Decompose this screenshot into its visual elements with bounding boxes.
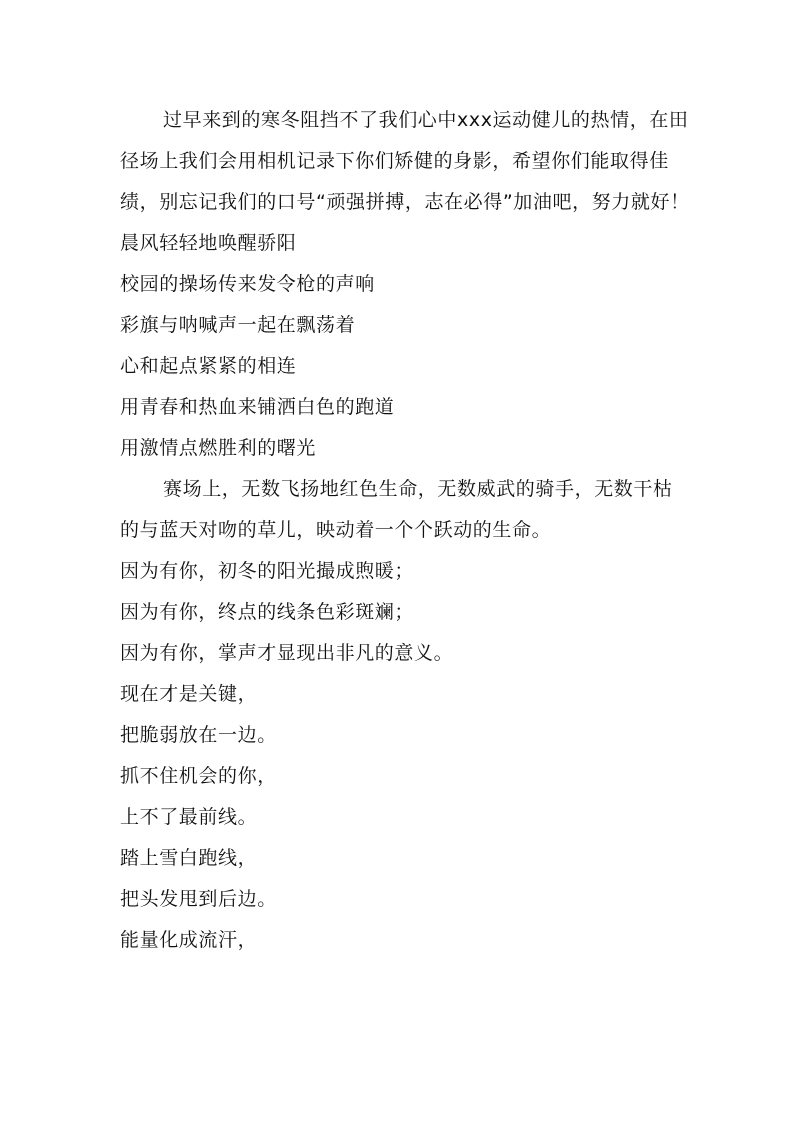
poem-line: 现在才是关键， — [120, 683, 258, 705]
poem-line: 抓不住机会的你， — [120, 765, 277, 787]
poem-line: 因为有你，掌声才显现出非凡的意义。 — [120, 642, 454, 664]
paragraph-intro: 过早来到的寒冬阻挡不了我们心中xxx运动健儿的热情，在田径场上我们会用相机记录下你们矫健的身影，希望你们能取得佳绩，别忘记我们的口号“顽强拼搏，志在必得”加油吧，努力就好！ — [120, 109, 690, 213]
poem-line: 因为有你，初冬的阳光撮成煦暖； — [120, 560, 415, 582]
poem-line: 把脆弱放在一边。 — [120, 724, 277, 746]
poem-line: 用青春和热血来铺洒白色的跑道 — [120, 396, 395, 418]
poem-line: 因为有你，终点的线条色彩斑斓； — [120, 601, 415, 623]
poem-line: 把头发甩到后边。 — [120, 888, 277, 910]
poem-line: 上不了最前线。 — [120, 806, 258, 828]
document-body — [120, 100, 690, 961]
poem-stanza-2 — [120, 551, 690, 961]
poem-line: 踏上雪白跑线， — [120, 847, 258, 869]
poem-line: 校园的操场传来发令枪的声响 — [120, 273, 375, 295]
poem-line: 心和起点紧紧的相连 — [120, 355, 297, 377]
poem-line: 晨风轻轻地唤醒骄阳 — [120, 232, 297, 254]
poem-stanza-1 — [120, 223, 690, 469]
poem-line: 用激情点燃胜利的曙光 — [120, 437, 317, 459]
poem-line: 能量化成流汗， — [120, 929, 258, 951]
paragraph-arena: 赛场上，无数飞扬地红色生命，无数威武的骑手，无数干枯的与蓝天对吻的草儿，映动着一个个跃动的生命。 — [120, 478, 673, 541]
poem-line: 彩旗与呐喊声一起在飘荡着 — [120, 314, 356, 336]
